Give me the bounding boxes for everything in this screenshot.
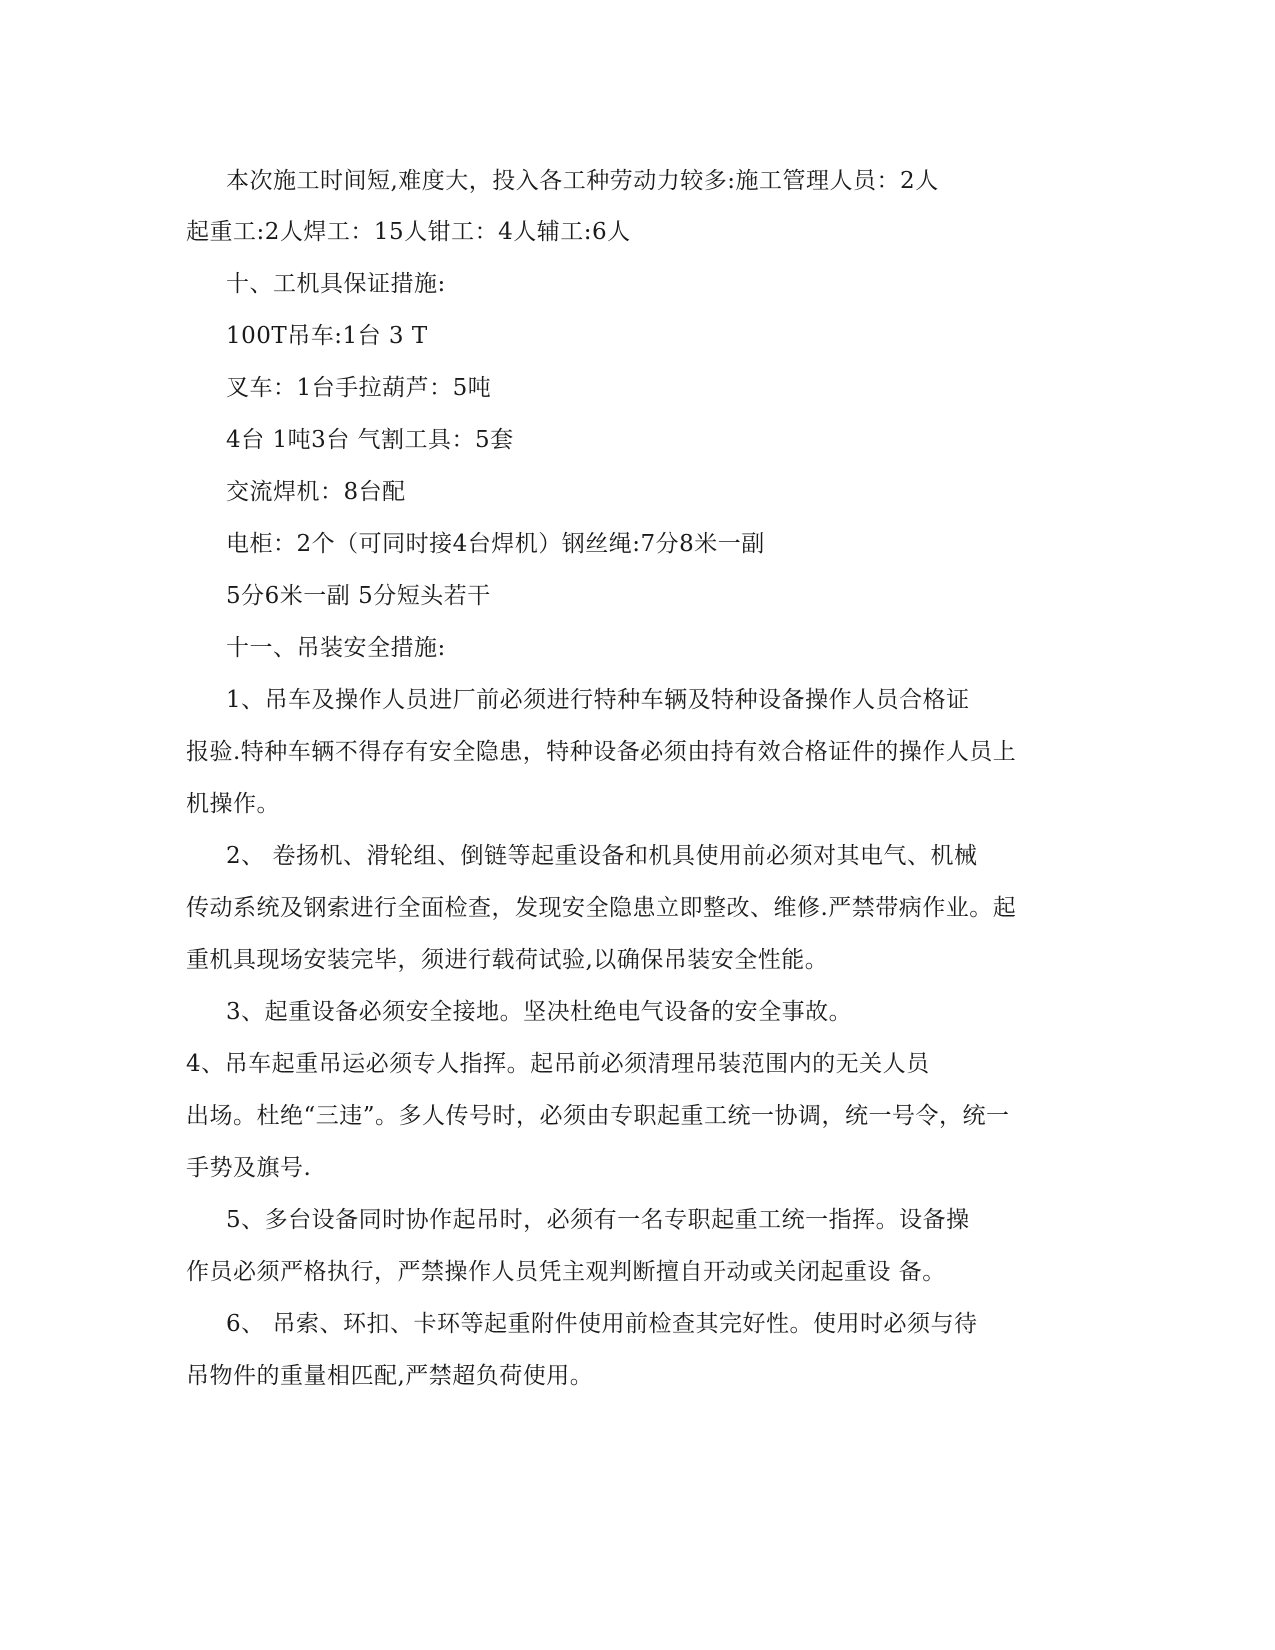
- text-line-item-3: 3、起重设备必须安全接地。坚决杜绝电气设备的安全事故。: [226, 999, 853, 1025]
- text-line-labor-counts: 起重工:2人焊工：15人钳工：4人辅工:6人: [186, 219, 631, 245]
- text-line-item-2b: 传动系统及钢索进行全面检查，发现安全隐患立即整改、维修.严禁带病作业。起: [186, 895, 1017, 921]
- text-line-welder: 交流焊机：8台配: [226, 479, 406, 505]
- text-line-item-5b: 作员必须严格执行，严禁操作人员凭主观判断擅自开动或关闭起重设 备。: [186, 1259, 946, 1285]
- text-line-item-6b: 吊物件的重量相匹配,严禁超负荷使用。: [186, 1363, 594, 1389]
- section-heading-tools: 十、工机具保证措施:: [226, 271, 446, 297]
- text-line-item-6a: 6、 吊索、环扣、卡环等起重附件使用前检查其完好性。使用时必须与待: [226, 1311, 978, 1337]
- section-heading-safety: 十一、吊装安全措施:: [226, 635, 446, 661]
- text-line-labor-intro: 本次施工时间短,难度大，投入各工种劳动力较多:施工管理人员：2人: [226, 168, 939, 194]
- text-line-item-4c: 手势及旗号.: [186, 1155, 312, 1181]
- text-line-rope-extra: 5分6米一副 5分短头若干: [226, 583, 491, 609]
- text-line-cabinet-rope: 电柜：2个（可同时接4台焊机）钢丝绳:7分8米一副: [226, 531, 765, 557]
- text-line-cutting-tools: 4台 1吨3台 气割工具：5套: [226, 427, 514, 453]
- text-line-item-4a: 4、吊车起重吊运必须专人指挥。起吊前必须清理吊装范围内的无关人员: [186, 1051, 930, 1077]
- text-line-item-2c: 重机具现场安装完毕，须进行载荷试验,以确保吊装安全性能。: [186, 947, 829, 973]
- text-line-forklift: 叉车：1台手拉葫芦：5吨: [226, 375, 492, 401]
- text-line-item-2a: 2、 卷扬机、滑轮组、倒链等起重设备和机具使用前必须对其电气、机械: [226, 843, 978, 869]
- text-line-item-5a: 5、多台设备同时协作起吊时，必须有一名专职起重工统一指挥。设备操: [226, 1207, 970, 1233]
- text-line-item-1a: 1、吊车及操作人员进厂前必须进行特种车辆及特种设备操作人员合格证: [226, 687, 970, 713]
- text-line-crane: 100T吊车:1台 3 T: [226, 323, 428, 349]
- text-line-item-4b: 出场。杜绝“三违”。多人传号时，必须由专职起重工统一协调，统一号令，统一: [186, 1103, 1010, 1129]
- text-line-item-1b: 报验.特种车辆不得存有安全隐患，特种设备必须由持有效合格证件的操作人员上: [186, 739, 1017, 765]
- text-line-item-1c: 机操作。: [186, 791, 280, 817]
